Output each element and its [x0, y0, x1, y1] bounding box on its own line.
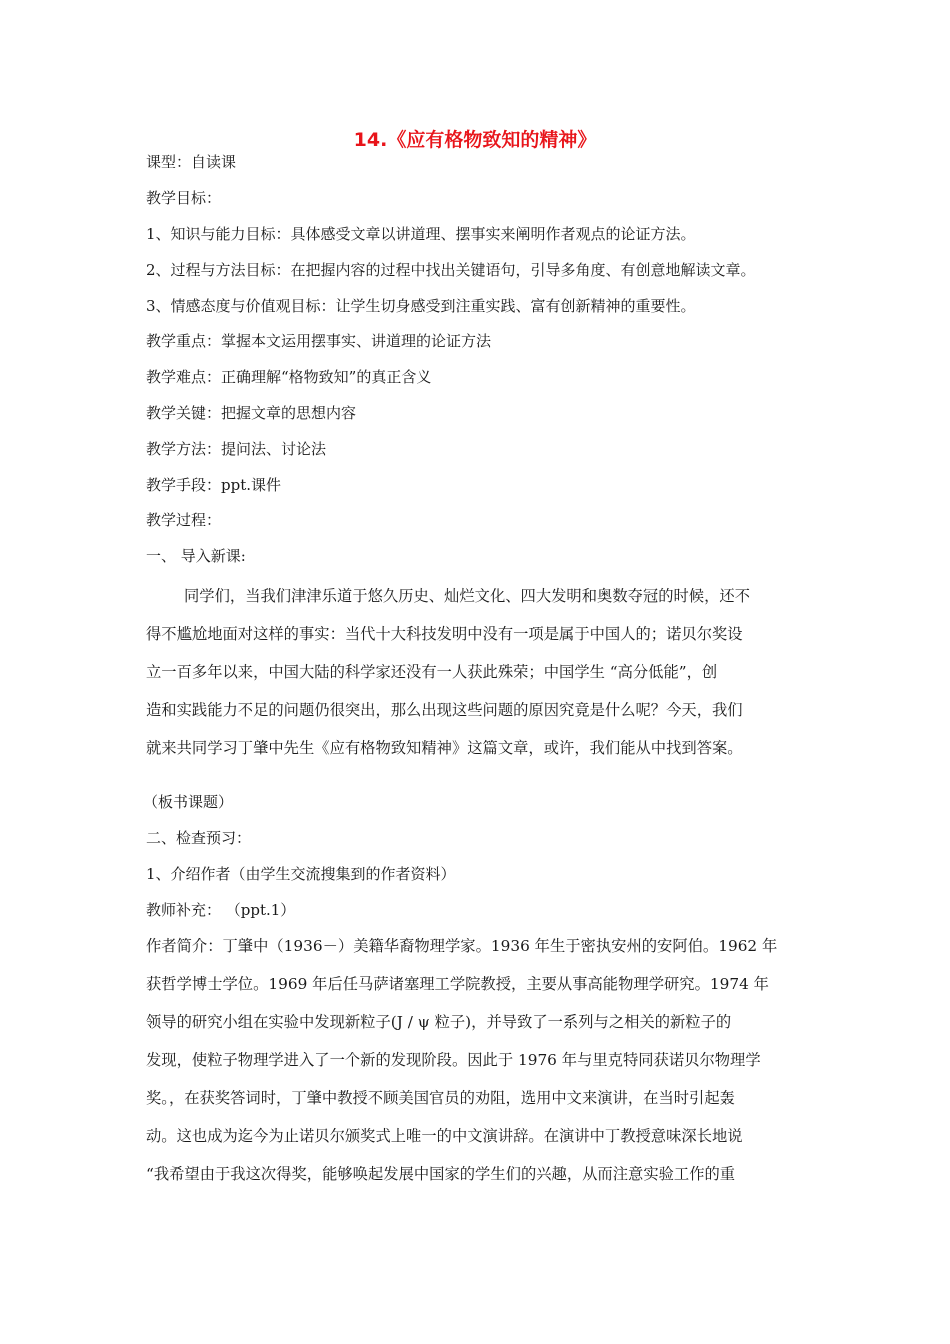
- teaching-process-heading: 教学过程：: [146, 511, 222, 529]
- section-preview-heading: 二、检查预习：: [146, 829, 252, 847]
- author-intro-item: 1、介绍作者（由学生交流搜集到的作者资料）: [146, 865, 456, 883]
- author-paragraph-line: 发现，使粒子物理学进入了一个新的发现阶段。因此于 1976 年与里克特同获诺贝尔物理学: [146, 1051, 761, 1069]
- goal-attitude-line: 3、情感态度与价值观目标：让学生切身感受到注重实践、富有创新精神的重要性。: [146, 297, 696, 315]
- intro-paragraph-line: 立一百多年以来，中国大陆的科学家还没有一人获此殊荣；中国学生 “高分低能”，创: [146, 663, 718, 681]
- intro-paragraph-line: 就来共同学习丁肇中先生《应有格物致知精神》这篇文章，或许，我们能从中找到答案。: [146, 739, 743, 757]
- author-paragraph-line: 领导的研究小组在实验中发现新粒子(J / ψ 粒子)，并导致了一系列与之相关的新粒子的: [146, 1013, 732, 1031]
- intro-paragraph-line: 造和实践能力不足的问题仍很突出，那么出现这些问题的原因究竟是什么呢？今天，我们: [146, 701, 743, 719]
- lesson-type-line: 课型：自读课: [146, 153, 237, 171]
- teaching-difficulty-line: 教学难点：正确理解“格物致知”的真正含义: [146, 368, 432, 386]
- intro-paragraph-line: 得不尴尬地面对这样的事实：当代十大科技发明中没有一项是属于中国人的；诺贝尔奖设: [146, 625, 743, 643]
- teaching-means-line: 教学手段：ppt.课件: [146, 476, 282, 494]
- author-paragraph-line: 奖。，在获奖答词时，丁肇中教授不顾美国官员的劝阻，选用中文来演讲，在当时引起轰: [146, 1089, 735, 1107]
- author-paragraph-line: “我希望由于我这次得奖，能够唤起发展中国家的学生们的兴趣，从而注意实验工作的重: [146, 1165, 736, 1183]
- author-paragraph: [146, 935, 812, 1201]
- teacher-supplement-line: 教师补充： （ppt.1）: [146, 901, 296, 919]
- goal-knowledge-line: 1、知识与能力目标：具体感受文章以讲道理、摆事实来阐明作者观点的论证方法。: [146, 225, 696, 243]
- author-paragraph-line: 作者简介：丁肇中（1936－）美籍华裔物理学家。1936 年生于密执安州的安阿伯。1962 年: [146, 937, 778, 955]
- teaching-key-line: 教学关键：把握文章的思想内容: [146, 404, 357, 422]
- intro-paragraph-line: 同学们，当我们津津乐道于悠久历史、灿烂文化、四大发明和奥数夺冠的时候，还不: [184, 587, 750, 605]
- goal-process-line: 2、过程与方法目标：在把握内容的过程中找出关键语句，引导多角度、有创意地解读文章。: [146, 261, 756, 279]
- author-paragraph-line: 动。这也成为迄今为止诺贝尔颁奖式上唯一的中文演讲辞。在演讲中丁教授意味深长地说: [146, 1127, 743, 1145]
- teaching-goals-heading: 教学目标：: [146, 189, 222, 207]
- teaching-focus-line: 教学重点：掌握本文运用摆事实、讲道理的论证方法: [146, 332, 492, 350]
- author-paragraph-line: 获哲学博士学位。1969 年后任马萨诸塞理工学院教授，主要从事高能物理学研究。1974 年: [146, 975, 769, 993]
- section-intro-heading: 一、 导入新课:: [146, 547, 246, 565]
- intro-paragraph: [146, 585, 812, 775]
- teaching-method-line: 教学方法：提问法、讨论法: [146, 440, 327, 458]
- document-title: 14.《应有格物致知的精神》: [353, 129, 597, 151]
- board-title-note: （板书课题）: [143, 793, 234, 811]
